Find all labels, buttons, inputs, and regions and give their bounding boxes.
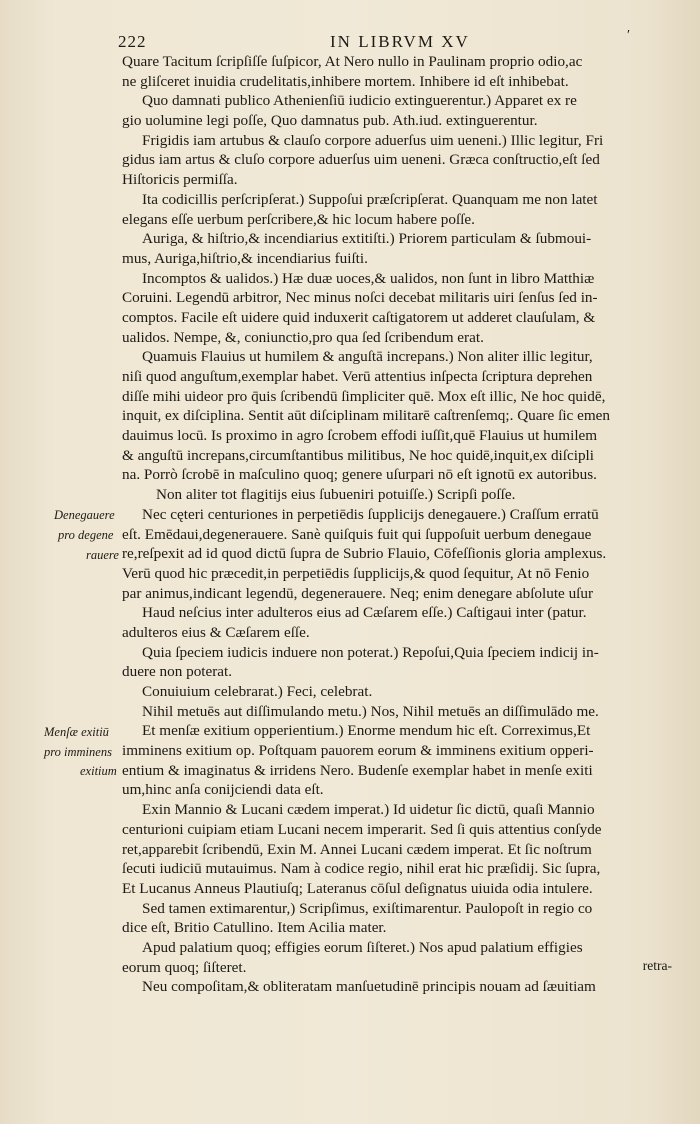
- text-line: Et Lucanus Anneus Plautiuſq; Lateranus cōſul deſignatus uiuida odia intulere.: [122, 879, 593, 897]
- text-line: gio uolumine legi poſſe, Quo damnatus pub. Ath.iud. extinguerentur.: [122, 112, 538, 130]
- margin-note: pro degene: [58, 527, 114, 542]
- text-line: ualidos. Nempe, &, coniunctio,pro qua ſed ſcribendum erat.: [122, 328, 484, 346]
- text-line: niſi quod anguſtum,exemplar habet. Verū attentius inſpecta ſcriptura deprehen: [122, 368, 593, 385]
- text-line: diſſe mihi uideor pro q̄uis ſcribendū ſimpliciter quē. Mox eſt illic, Ne hoc quidē,: [122, 387, 606, 405]
- running-head: IN LIBRVM XV: [330, 32, 470, 51]
- text-line: mus, Auriga,hiſtrio,& incendiarius fuiſti.: [122, 249, 368, 267]
- catchword: retra-: [642, 958, 672, 973]
- text-line: duere non poterat.: [122, 663, 233, 681]
- text-line: ne gliſceret inuidia crudelitatis,inhibere mortem. Inhibere id eſt inhibebat.: [122, 72, 569, 90]
- text-line: Verū quod hic præcedit,in perpetiēdis ſupplicijs,& quod ſequitur, At nō Fenio: [122, 564, 590, 582]
- text-line: comptos. Facile eſt uidere quid induxerit caſtigatorem ut adderet clauſulam, &: [122, 308, 596, 326]
- text-line: adulteros eius & Cæſarem eſſe.: [122, 623, 310, 641]
- text-line: dice eſt, Britio Catullino. Item Acilia mater.: [122, 919, 387, 937]
- text-line: Neu compoſitam,& obliteratam manſuetudinē principis nouam ad ſæuitiam: [142, 978, 596, 996]
- text-line: Quia ſpeciem iudicis induere non poterat.) Repoſui,Quia ſpeciem indicij in-: [142, 643, 599, 661]
- text-line: entium & imaginatus & irridens Nero. Budenſe exemplar habet in menſe exiti: [122, 761, 593, 779]
- text-line: eſt. Emēdaui,degenerauere. Sanè quiſquis fuit qui ſuppoſuit uerbum denegaue: [122, 525, 592, 543]
- text-line: Et menſæ exitium opperientium.) Enorme mendum hic eſt. Correximus,Et: [142, 722, 591, 740]
- text-line: Quo damnati publico Athenienſiū iudicio extinguerentur.) Apparet ex re: [142, 92, 577, 110]
- page-header: [118, 28, 668, 54]
- folio-number: 222: [118, 32, 147, 51]
- text-line: Exin Mannio & Lucani cædem imperat.) Id uidetur ſic dictū, quaſi Mannio: [142, 801, 595, 819]
- text-line: & anguſtū increpans,circumſtantibus militibus, Ne hoc quidē,inquit,ex diſcipli: [122, 446, 594, 464]
- text-line: Hiſtoricis permiſſa.: [122, 171, 238, 189]
- text-line: Frigidis iam artubus & clauſo corpore aduerſus uim ueneni.) Illic legitur, Fri: [142, 131, 604, 149]
- text-line: par animus,indicant legendū, degenerauere. Neq; enim denegare abſolute uſur: [122, 584, 594, 602]
- text-line: Apud palatium quoq; effigies eorum ſiſteret.) Nos apud palatium effigies: [142, 938, 583, 956]
- text-line: Coruini. Legendū arbitror, Nec minus noſci decebat militaris uiri ſenſus ſed in-: [122, 289, 598, 307]
- text-line: Quamuis Flauius ut humilem & anguſtā increpans.) Non aliter illic legitur,: [142, 348, 593, 366]
- margin-note: pro imminens: [44, 744, 112, 759]
- margin-note: Menſæ exitiū: [44, 724, 109, 739]
- main-text: [122, 52, 678, 997]
- text-line: ſecuti iudiciū mutauimus. Nam à codice regio, nihil erat hic præſidij. Sic ſupra,: [122, 860, 601, 878]
- text-line: centurioni cuipiam etiam Lucani necem imperarit. Sed ſi quis attentius conſyde: [122, 820, 602, 838]
- margin-note: rauere: [86, 547, 119, 562]
- text-line: Quare Tacitum ſcripſiſſe ſuſpicor, At Nero nullo in Paulinam proprio odio,ac: [122, 53, 583, 70]
- text-line: Haud neſcius inter adulteros eius ad Cæſarem eſſe.) Caſtigaui inter (patur.: [142, 604, 587, 622]
- text-line: na. Porrò ſcrobē in maſculino quoq; genere uſurpari nō eſt ignotū ex autoribus.: [122, 466, 597, 484]
- text-line: imminens exitium op. Poſtquam pauorem eorum & imminens exitium opperi-: [122, 742, 594, 760]
- text-line: um,hinc anſa conijciendi data eſt.: [122, 781, 324, 799]
- edge-mark: ′: [627, 28, 631, 43]
- text-line: Ita codicillis perſcripſerat.) Suppoſui præſcripſerat. Quanquam me non latet: [142, 190, 598, 208]
- text-line: Nec cęteri centuriones in perpetiēdis ſupplicijs denegauere.) Craſſum erratū: [142, 505, 599, 523]
- text-line: ret,apparebit ſcribendū, Exin M. Annei Lucani cædem imperat. Et ſic noſtrum: [122, 840, 592, 858]
- text-line: re,reſpexit ad id quod dictū ſupra de Subrio Flauio, Cōfeſſionis gloria amplexus.: [122, 545, 607, 563]
- text-line: eorum quoq; ſiſteret.: [122, 958, 247, 976]
- text-line: Sed tamen extimarentur,) Scripſimus, exiſtimarentur. Paulopoſt in regio co: [142, 899, 593, 917]
- margin-note: Denegauere: [54, 508, 115, 523]
- text-line: elegans eſſe uerbum perſcribere,& hic locum habere poſſe.: [122, 210, 475, 228]
- text-line: gidus iam artus & cluſo corpore aduerſus uim ueneni. Græca conſtructio,eſt ſed: [122, 151, 600, 169]
- text-line: Auriga, & hiſtrio,& incendiarius extitiſti.) Priorem particulam & ſubmoui-: [142, 230, 592, 248]
- text-line: inquit, ex diſciplina. Sentit aūt diſciplinam militarē caſtrenſemq;. Quare ſic emen: [122, 407, 610, 425]
- text-line: Non aliter tot flagitijs eius ſubueniri potuiſſe.) Scripſi poſſe.: [156, 486, 516, 504]
- text-line: Nihil metuēs aut diſſimulando metu.) Nos, Nihil metuēs an diſſimulādo me.: [142, 702, 599, 720]
- text-line: Conuiuium celebrarat.) Feci, celebrat.: [142, 683, 373, 700]
- margin-note: exitium: [80, 764, 117, 779]
- text-line: Incomptos & ualidos.) Hæ duæ uoces,& ualidos, non ſunt in libro Matthiæ: [142, 269, 595, 287]
- text-line: dauimus locū. Is proximo in agro ſcrobem effodi iuſſit,quē Flauius ut humilem: [122, 427, 598, 445]
